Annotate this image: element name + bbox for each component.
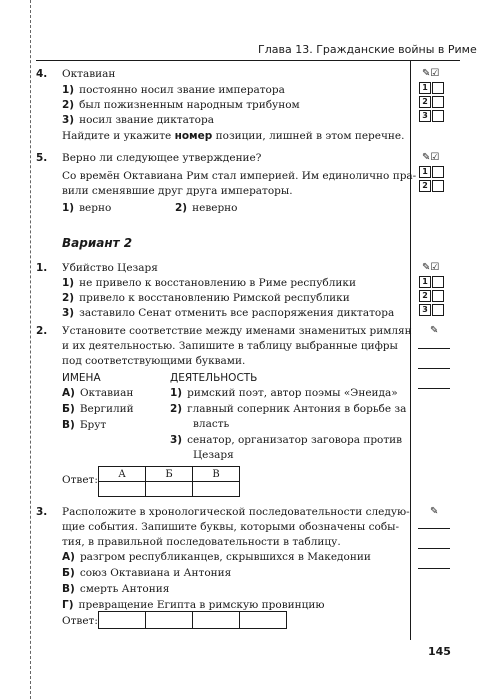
- q5-option-2: 2) неверно: [175, 202, 238, 214]
- v2-activity-3: 3) сенатор, организатор заговора против: [170, 434, 403, 446]
- v3-option-c: В) смерть Антония: [62, 583, 170, 595]
- v3-answer-cell-1[interactable]: [99, 612, 146, 629]
- v2-answer-cell-a[interactable]: [99, 482, 146, 497]
- pencil-check-icon: ✎☑: [422, 262, 440, 273]
- q5-statement-line-2: вили сменявшие друг друга императоры.: [62, 185, 293, 197]
- v3-answer-table: [98, 611, 287, 629]
- v2-instruction-line-3: под соответствующими буквами.: [62, 355, 246, 367]
- v3-write-line-1[interactable]: [418, 528, 450, 529]
- right-column-rule: [410, 60, 411, 640]
- v1-answer-box-2[interactable]: 2: [419, 290, 447, 302]
- v2-answer-table: [98, 466, 240, 497]
- v2-activity-3-cont: Цезаря: [193, 449, 234, 461]
- v2-name-b: Б) Вергилий: [62, 403, 134, 415]
- v2-write-line-2[interactable]: [418, 368, 450, 369]
- v3-instruction-line-2: щие события. Запишите буквы, которыми обозначены собы-: [62, 521, 400, 533]
- q4-answer-box-2[interactable]: 2: [419, 96, 447, 108]
- v1-option-2: 2) привело к восстановлению Римской республики: [62, 292, 350, 304]
- v1-option-1: 1) не привело к восстановлению в Риме республики: [62, 277, 356, 289]
- v3-instruction-line-3: тия, в правильной последовательности в таблицу.: [62, 536, 341, 548]
- v3-instruction-line-1: Расположите в хронологической последовательности следую-: [62, 506, 410, 518]
- q5-title: Верно ли следующее утверждение?: [62, 152, 262, 164]
- v3-option-d: Г) превращение Египта в римскую провинцию: [62, 599, 325, 611]
- pencil-check-icon: ✎☑: [422, 152, 440, 163]
- q4-answer-box-3[interactable]: 3: [419, 110, 447, 122]
- q4-title: Октавиан: [62, 68, 116, 80]
- v1-answer-box-1[interactable]: 1: [419, 276, 447, 288]
- v2-write-line-3[interactable]: [418, 388, 450, 389]
- v1-option-3: 3) заставило Сенат отменить все распоряжения диктатора: [62, 307, 395, 319]
- v2-name-c: В) Брут: [62, 419, 107, 431]
- q4-option-1: 1) постоянно носил звание императора: [62, 84, 285, 96]
- pencil-check-icon: ✎☑: [422, 68, 440, 79]
- q5-number: 5.: [36, 152, 48, 164]
- q4-instruction: Найдите и укажите номер позиции, лишней в этом перечне.: [62, 130, 405, 142]
- v3-write-line-3[interactable]: [418, 568, 450, 569]
- q4-answer-box-1[interactable]: 1: [419, 82, 447, 94]
- v2-activity-2-cont: власть: [193, 418, 230, 430]
- v1-number: 1.: [36, 262, 48, 274]
- v2-answer-label: Ответ:: [62, 474, 98, 486]
- q5-statement-line-1: Со времён Октавиана Рим стал империей. Им единолично пра-: [62, 170, 417, 182]
- v2-answer-col-a: А: [99, 467, 146, 482]
- binding-margin: [30, 0, 32, 699]
- pencil-icon: ✎: [430, 506, 439, 517]
- v2-answer-col-c: В: [193, 467, 240, 482]
- q4-option-2: 2) был пожизненным народным трибуном: [62, 99, 300, 111]
- v2-column-activity: ДЕЯТЕЛЬНОСТЬ: [170, 372, 258, 384]
- v2-answer-cell-b[interactable]: [146, 482, 193, 497]
- variant-heading: Вариант 2: [62, 236, 133, 250]
- v2-instruction-line-2: и их деятельностью. Запишите в таблицу выбранные цифры: [62, 340, 398, 352]
- v3-number: 3.: [36, 506, 48, 518]
- v2-number: 2.: [36, 325, 48, 337]
- q5-option-1: 1) верно: [62, 202, 112, 214]
- q5-answer-box-1[interactable]: 1: [419, 166, 447, 178]
- v3-answer-cell-2[interactable]: [146, 612, 193, 629]
- v3-answer-cell-3[interactable]: [193, 612, 240, 629]
- q4-option-3: 3) носил звание диктатора: [62, 114, 214, 126]
- v3-option-a: А) разгром республиканцев, скрывшихся в Македонии: [62, 551, 371, 563]
- v3-option-b: Б) союз Октавиана и Антония: [62, 567, 232, 579]
- v2-name-a: А) Октавиан: [62, 387, 134, 399]
- v2-activity-2: 2) главный соперник Антония в борьбе за: [170, 403, 407, 415]
- v3-answer-cell-4[interactable]: [240, 612, 287, 629]
- v2-answer-cell-c[interactable]: [193, 482, 240, 497]
- page-number: 145: [428, 645, 451, 658]
- chapter-title: Глава 13. Гражданские войны в Риме: [258, 43, 477, 56]
- v3-write-line-2[interactable]: [418, 548, 450, 549]
- v2-activity-1: 1) римский поэт, автор поэмы «Энеида»: [170, 387, 398, 399]
- v1-title: Убийство Цезаря: [62, 262, 158, 274]
- v2-answer-col-b: Б: [146, 467, 193, 482]
- v2-write-line-1[interactable]: [418, 348, 450, 349]
- header-rule: [36, 60, 460, 61]
- q4-number: 4.: [36, 68, 48, 80]
- q5-answer-box-2[interactable]: 2: [419, 180, 447, 192]
- pencil-icon: ✎: [430, 325, 439, 336]
- v1-answer-box-3[interactable]: 3: [419, 304, 447, 316]
- v2-instruction-line-1: Установите соответствие между именами знаменитых римлян: [62, 325, 412, 337]
- v2-column-names: ИМЕНА: [62, 372, 101, 384]
- v3-answer-label: Ответ:: [62, 615, 98, 627]
